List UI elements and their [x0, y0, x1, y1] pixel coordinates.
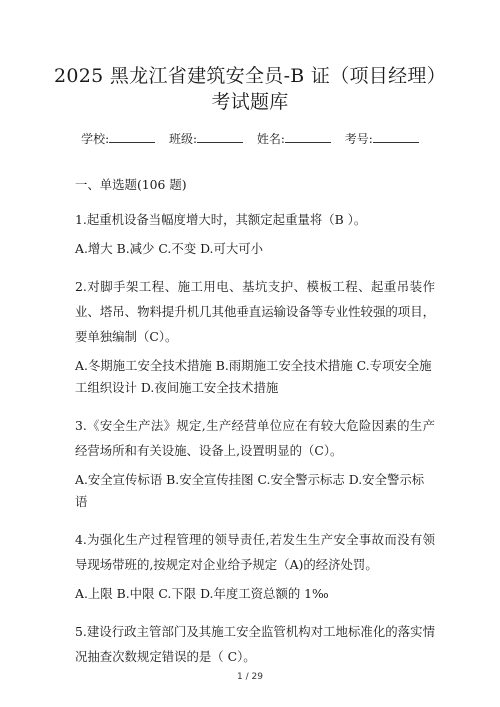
- question-1-options: A.增大 B.减少 C.不变 D.可大可小: [75, 241, 264, 256]
- name-blank: [285, 131, 331, 143]
- question-2-stem: 2.对脚手架工程、施工用电、基坑支护、模板工程、起重吊装作业、塔吊、物料提升机几其他垂直运输设备等专业性较强的项目，要单独编制（C）。: [75, 279, 435, 344]
- question-list: [75, 176, 435, 675]
- section-heading: 一、单选题(106 题): [75, 177, 187, 192]
- page-number: 1 / 29: [237, 672, 263, 682]
- question-5-stem: 5.建设行政主管部门及其施工安全监管机构对工地标准化的落实情况抽查次数规定错误的是（ C）。: [75, 624, 435, 664]
- question-4-options: A.上限 B.中限 C.下限 D.年度工资总额的 1‰: [75, 586, 329, 601]
- student-info-fields: [0, 130, 500, 147]
- exam-number-label: 考号:: [344, 132, 373, 146]
- exam-number-field: [345, 132, 419, 146]
- class-blank: [197, 131, 243, 143]
- school-field: [81, 132, 155, 146]
- name-label: 姓名:: [256, 132, 285, 146]
- question-3-stem: 3.《安全生产法》规定,生产经营单位应在有较大危险因素的生产经营场所和有关设施、设备上,设置明显的（C）。: [75, 418, 435, 458]
- school-label: 学校:: [81, 132, 110, 146]
- question-3-options: A.安全宣传标语 B.安全宣传挂图 C.安全警示标志 D.安全警示标语: [75, 472, 425, 509]
- name-field: [257, 132, 331, 146]
- class-label: 班级:: [169, 132, 198, 146]
- school-blank: [109, 131, 155, 143]
- document-title-line2: 考试题库: [211, 91, 289, 113]
- exam-number-blank: [373, 131, 419, 143]
- question-2-options: A.冬期施工安全技术措施 B.雨期施工安全技术措施 C.专项安全施工组织设计 D.夜间施工安全技术措施: [75, 358, 432, 395]
- class-field: [169, 132, 243, 146]
- document-title-line1: 2025 黑龙江省建筑安全员-B 证（项目经理）: [53, 65, 446, 87]
- question-1-stem: 1.起重机设备当幅度增大时，其额定起重量将（B ）。: [75, 212, 367, 227]
- question-4-stem: 4.为强化生产过程管理的领导责任,若发生生产安全事故而没有领导现场带班的,按规定对企业给予规定（A)的经济处罚。: [75, 532, 435, 572]
